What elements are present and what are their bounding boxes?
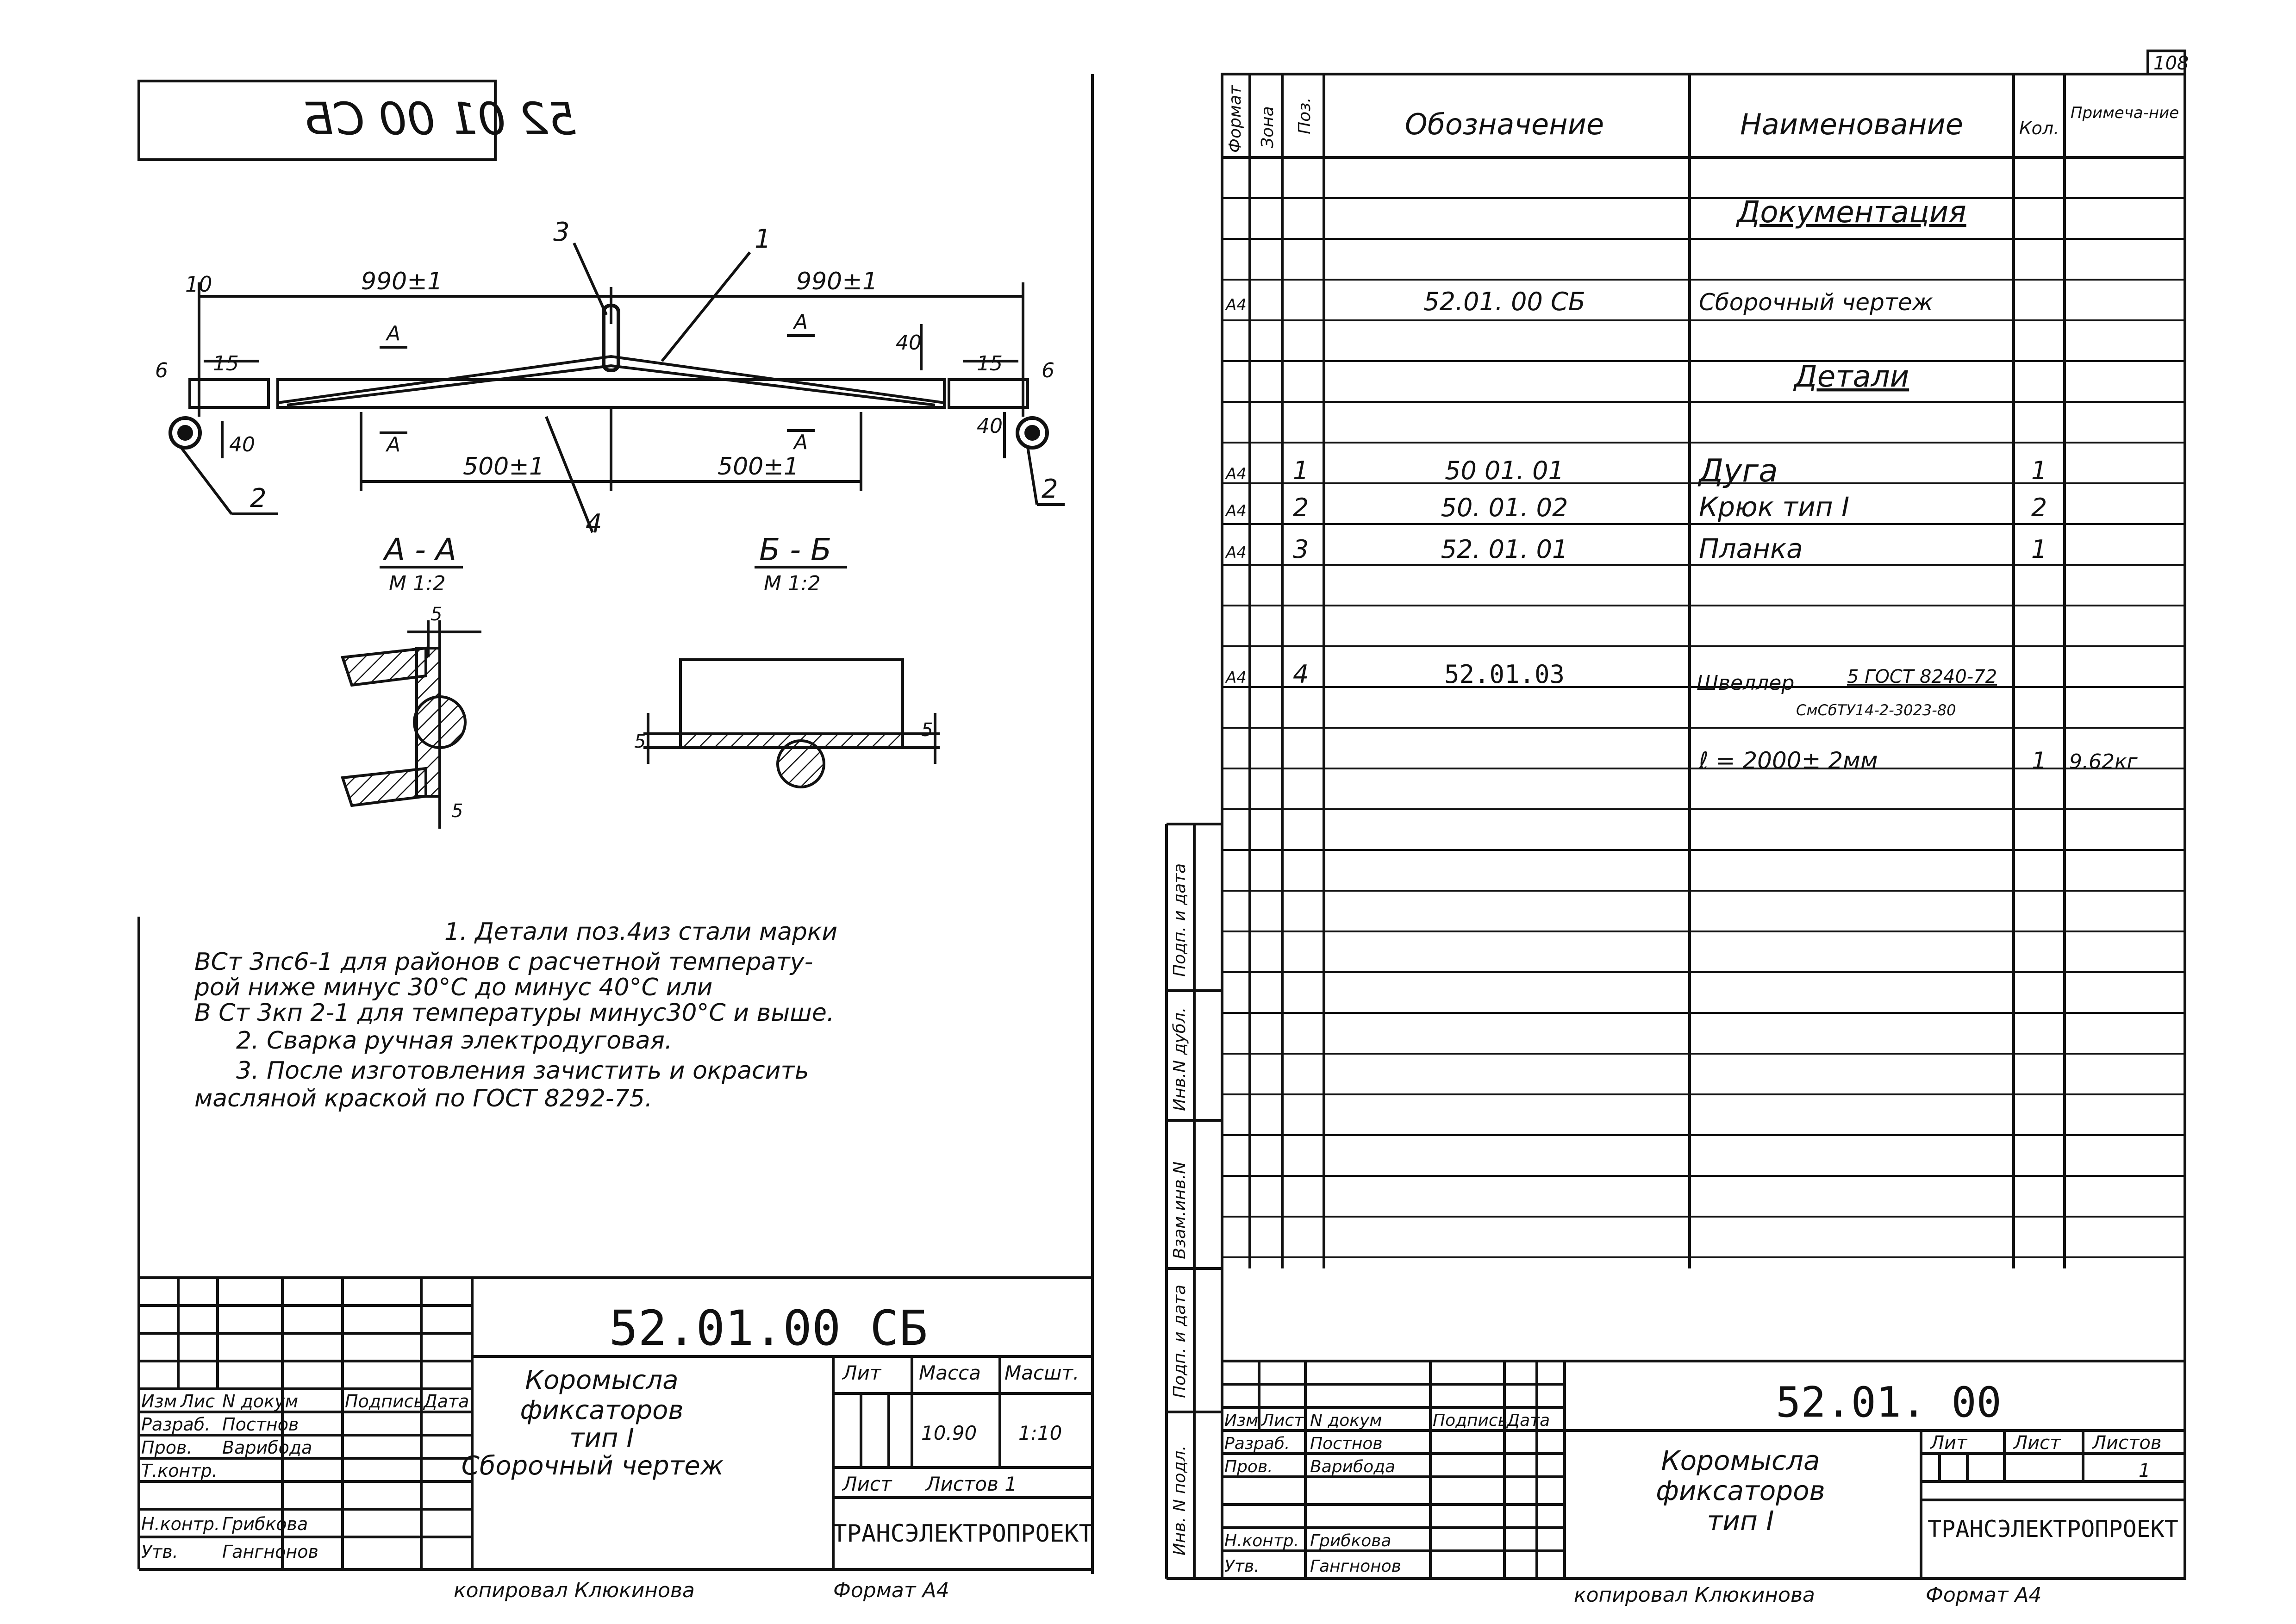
assembly-view: [170, 243, 1065, 532]
dim-10: 10: [185, 272, 212, 297]
right-name: Постнов: [1310, 1434, 1383, 1453]
page-number: 108: [2153, 53, 2189, 74]
spec-row-format: А4: [1226, 668, 1247, 687]
left-col-header: Подпись: [345, 1391, 424, 1412]
note-line: В Ст 3кп 2-1 для температуры минус30°С и выше.: [194, 999, 835, 1027]
callout-3: 3: [553, 217, 570, 247]
dim-990-left: 990±1: [361, 268, 443, 295]
section-b-scale: М 1:2: [764, 572, 821, 595]
left-role: Н.контр.: [141, 1514, 220, 1534]
right-role: Пров.: [1224, 1457, 1273, 1476]
section-documentation: Документация: [1737, 195, 1966, 230]
spec-row-qty: 1: [2031, 535, 2047, 564]
right-col-header: Лист: [1261, 1411, 1304, 1430]
length-row-qty: 1: [2032, 747, 2046, 774]
left-footer-copied: копировал Клюкинова: [454, 1579, 695, 1602]
right-footer-copied: копировал Клюкинова: [1574, 1583, 1815, 1607]
dim-500-right: 500±1: [718, 453, 799, 481]
right-name: Грибкова: [1310, 1531, 1391, 1550]
left-scale-label: Масшт.: [1004, 1362, 1079, 1384]
left-col-header: Лис: [181, 1391, 215, 1412]
section-mark-a4: А: [794, 431, 808, 454]
spec-table-grid: [1222, 157, 2185, 1257]
spec-header-format: Формат: [1226, 85, 1245, 153]
left-scale-value: 1:10: [1018, 1422, 1062, 1444]
left-role: Пров.: [141, 1437, 193, 1458]
section-a-scale: М 1:2: [389, 572, 446, 595]
mirrored-stamp-text: 52 01 00 СБ: [303, 93, 577, 145]
callout-2-right: 2: [1042, 474, 1058, 504]
dim-40-right: 40: [977, 414, 1003, 438]
side-label: Инв.N дубл.: [1170, 1007, 1189, 1111]
left-col-header: Дата: [424, 1391, 469, 1412]
left-role: Т.контр.: [141, 1461, 218, 1481]
spec-row-designation: 50. 01. 02: [1441, 493, 1568, 522]
notes: [194, 918, 837, 1112]
spec-row-qty: 1: [2031, 456, 2047, 485]
left-name: Гангнонов: [222, 1542, 318, 1562]
section-a-dim-5-bottom: 5: [451, 800, 463, 822]
right-role: Н.контр.: [1224, 1531, 1299, 1550]
side-label: Подп. и дата: [1170, 863, 1189, 977]
left-title-line: Сборочный чертеж: [461, 1451, 724, 1481]
side-label: Взам.инв.N: [1170, 1161, 1189, 1259]
section-mark-a2: А: [387, 433, 401, 456]
dim-6-right: 6: [1042, 359, 1054, 382]
left-mass-value: 10.90: [921, 1422, 977, 1444]
spec-row-designation: 52.01. 00 СБ: [1423, 287, 1585, 316]
section-mark-a3: А: [794, 310, 808, 334]
section-a-dim-5-top: 5: [430, 604, 443, 625]
left-mass-label: Масса: [919, 1362, 981, 1384]
left-end-piece: [190, 380, 268, 407]
spec-row-designation: 52.01.03: [1444, 660, 1565, 689]
right-end-piece: [949, 380, 1028, 407]
right-title-line: тип I: [1707, 1505, 1774, 1537]
spec-row-format: А4: [1226, 465, 1247, 483]
right-col-header: Подпись: [1433, 1411, 1508, 1430]
left-name: Постнов: [222, 1414, 299, 1435]
right-col-header: N докум: [1310, 1411, 1382, 1430]
right-sheet-label: Лист: [2014, 1432, 2061, 1454]
note-line: 2. Сварка ручная электродуговая.: [236, 1027, 673, 1055]
spec-row-name: Крюк тип I: [1699, 491, 1850, 523]
spec-row-designation: 52. 01. 01: [1441, 535, 1568, 564]
right-sheets-value: 1: [2139, 1460, 2151, 1481]
right-name: Гангнонов: [1310, 1557, 1401, 1576]
right-lit-label: Лит: [1930, 1432, 1967, 1454]
length-row-name: ℓ = 2000± 2мм: [1699, 747, 1878, 774]
left-title-line: фиксаторов: [520, 1395, 684, 1425]
spec-header-note: Примеча-ние: [2070, 104, 2179, 122]
channel-spec-top: 5 ГОСТ 8240-72: [1847, 666, 1997, 687]
spec-header-zone: Зона: [1258, 106, 1277, 148]
note-line: масляной краской по ГОСТ 8292-75.: [194, 1085, 653, 1112]
callout-2-left: 2: [250, 483, 267, 513]
callout-4: 4: [586, 509, 602, 539]
spec-row-format: А4: [1226, 296, 1247, 314]
right-doc-code: 52.01. 00: [1776, 1378, 2002, 1427]
spec-row-name: Дуга: [1699, 453, 1778, 489]
section-b-drawing: [643, 660, 940, 787]
dim-15-right: 15: [977, 352, 1003, 375]
spec-row-name: Планка: [1699, 533, 1803, 564]
right-footer-format: Формат А4: [1926, 1583, 2042, 1607]
right-title-line: фиксаторов: [1656, 1475, 1825, 1506]
section-a-drawing: [343, 620, 481, 829]
spec-row-pos: 1: [1292, 456, 1309, 485]
right-sheets-label: Листов: [2092, 1432, 2162, 1454]
side-label: Инв. N подл.: [1170, 1445, 1189, 1555]
left-name: Грибкова: [222, 1514, 308, 1534]
left-sheet-label: Лист: [842, 1473, 892, 1495]
dim-990-right: 990±1: [796, 268, 878, 295]
spec-row-format: А4: [1226, 502, 1247, 520]
section-b-dim-5-left: 5: [634, 731, 646, 752]
left-title-line: тип I: [569, 1423, 634, 1453]
length-row-note: 9.62кг: [2069, 750, 2138, 774]
note-line: 3. После изготовления зачистить и окрасить: [236, 1057, 809, 1085]
note-line: ВСт 3пс6-1 для районов с расчетной температу-: [194, 948, 813, 976]
callout-1: 1: [755, 224, 771, 254]
dim-40-left: 40: [229, 433, 255, 456]
spec-row-pos: 2: [1292, 493, 1309, 522]
spec-header-qty: Кол.: [2019, 118, 2059, 138]
right-col-header: Дата: [1507, 1411, 1550, 1430]
spec-header-designation: Обозначение: [1404, 107, 1604, 141]
section-b-dim-5-right: 5: [921, 719, 933, 741]
side-label: Подп. и дата: [1170, 1284, 1189, 1398]
spec-row-pos: 4: [1292, 660, 1309, 689]
left-footer-format: Формат А4: [833, 1579, 949, 1602]
left-org: ТРАНСЭЛЕКТРОПРОЕКТ: [832, 1520, 1093, 1548]
left-lit-label: Лит: [842, 1362, 881, 1384]
dim-15-left: 15: [213, 352, 239, 375]
spec-row-format: А4: [1226, 543, 1247, 562]
section-a-title: А - А: [384, 532, 457, 568]
left-doc-code: 52.01.00 СБ: [609, 1300, 928, 1356]
left-title-line: Коромысла: [525, 1365, 679, 1395]
section-mark-a1: А: [387, 322, 401, 345]
note-line: рой ниже минус 30°С до минус 40°С или: [194, 974, 713, 1001]
section-b-title: Б - Б: [759, 532, 832, 568]
dim-40-top: 40: [896, 331, 922, 355]
channel-spec-bottom: СмСбТУ14-2-3023-80: [1796, 701, 1956, 719]
left-role: Утв.: [141, 1542, 178, 1562]
dim-6-left: 6: [155, 359, 168, 382]
spec-header-name: Наименование: [1740, 107, 1963, 141]
left-sheets-label: Листов 1: [926, 1473, 1017, 1495]
spec-row-designation: 50 01. 01: [1445, 456, 1564, 485]
right-role: Разраб.: [1224, 1434, 1290, 1453]
note-line: 1. Детали поз.4из стали марки: [444, 918, 838, 946]
right-role: Утв.: [1224, 1557, 1260, 1576]
spec-row-name: Сборочный чертеж: [1699, 289, 1933, 316]
right-title-line: Коромысла: [1661, 1445, 1820, 1476]
spec-row-name: Швеллер: [1697, 671, 1795, 695]
left-col-header: N докум: [222, 1391, 299, 1412]
dim-500-left: 500±1: [463, 453, 544, 481]
right-org: ТРАНСЭЛЕКТРОПРОЕКТ: [1928, 1516, 2178, 1543]
spec-row-qty: 2: [2031, 493, 2047, 522]
left-col-header: Изм: [141, 1391, 177, 1412]
section-parts: Детали: [1794, 360, 1909, 394]
spec-row-pos: 3: [1292, 535, 1309, 564]
left-role: Разраб.: [141, 1414, 211, 1435]
right-name: Варибода: [1310, 1457, 1396, 1476]
spec-header-pos: Поз.: [1295, 97, 1314, 134]
left-name: Варибода: [222, 1437, 312, 1458]
right-col-header: Изм: [1224, 1411, 1259, 1430]
